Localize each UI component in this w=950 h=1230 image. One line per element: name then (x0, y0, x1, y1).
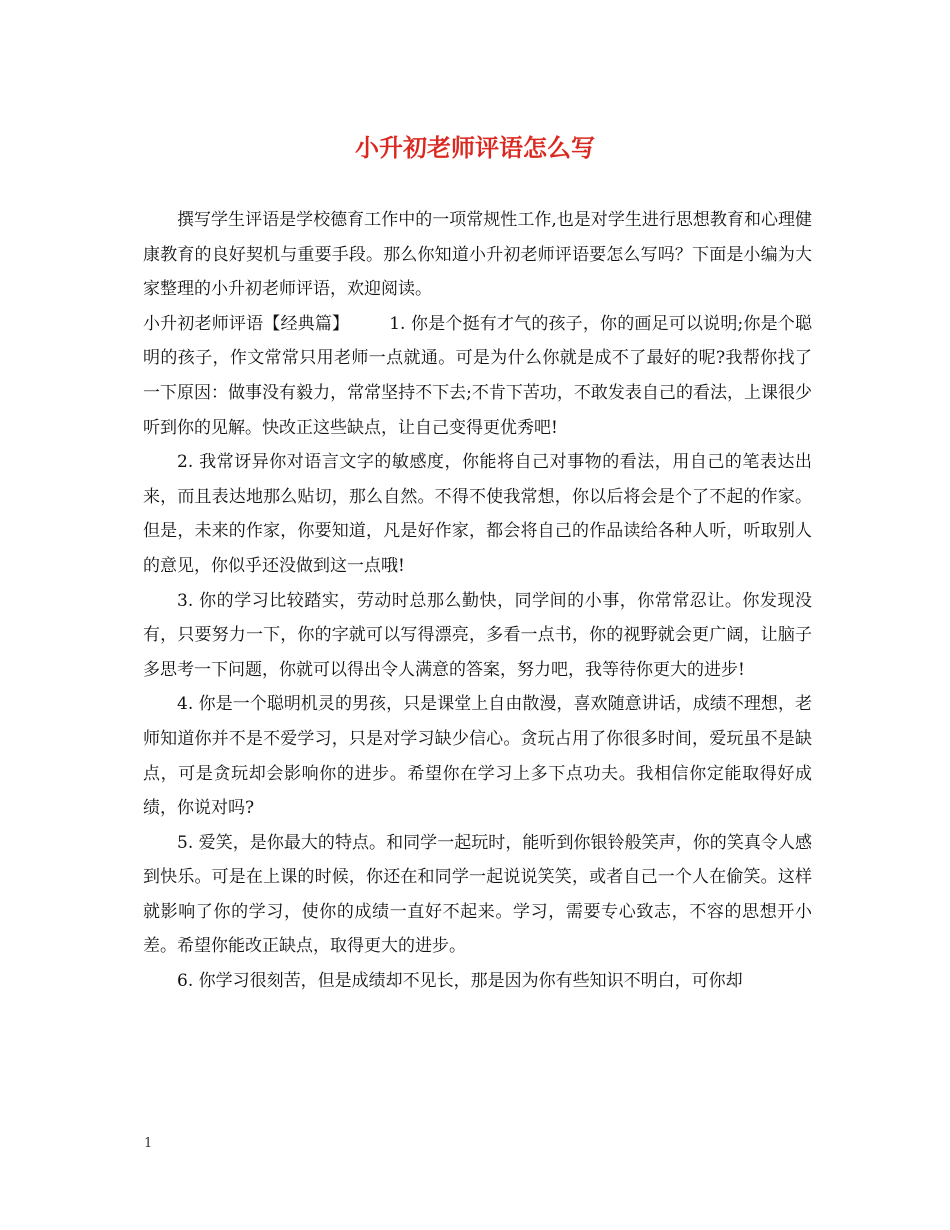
comment-item-3: 3. 你的学习比较踏实，劳动时总那么勤快，同学间的小事，你常常忍让。你发现没有，只要努力一下，你的字就可以写得漂亮，多看一点书，你的视野就会更广阔，让脑子多思考一下问题，你就可以得出令人满意的答案，努力吧，我等待你更大的进步! (143, 590, 812, 680)
section-heading: 小升初老师评语【经典篇】 (143, 313, 350, 334)
comment-item-5: 5. 爱笑，是你最大的特点。和同学一起玩时，能听到你银铃般笑声，你的笑真令人感到快乐。可是在上课的时候，你还在和同学一起说说笑笑，或者自己一个人在偷笑。这样就影响了你的学习，使你的成绩一直好不起来。学习，需要专心致志，不容的思想开小差。希望你能改正缺点，取得更大的进步。 (143, 832, 812, 957)
page-number: 1 (144, 1136, 153, 1151)
intro-paragraph: 撰写学生评语是学校德育工作中的一项常规性工作,也是对学生进行思想教育和心理健康教育的良好契机与重要手段。那么你知道小升初老师评语要怎么写吗？下面是小编为大家整理的小升初老师评语，欢迎阅读。 (143, 210, 812, 300)
section-paragraph (143, 307, 812, 445)
comment-item-2: 2. 我常讶异你对语言文字的敏感度，你能将自己对事物的看法，用自己的笔表达出来，而且表达地那么贴切，那么自然。不得不使我常想，你以后将会是个了不起的作家。但是，未来的作家，你要知道，凡是好作家，都会将自己的作品读给各种人听，听取别人的意见，你似乎还没做到这一点哦! (143, 452, 812, 576)
document-body (143, 203, 812, 999)
document-title: 小升初老师评语怎么写 (355, 133, 595, 162)
comment-item-1: 1. 你是个挺有才气的孩子，你的画足可以说明;你是个聪明的孩子，作文常常只用老师一点就通。可是为什么你就是成不了最好的呢?我帮你找了一下原因：做事没有毅力，常常坚持不下去;不肯下苦功，不敢发表自己的看法，上课很少听到你的见解。快改正这些缺点，让自己变得更优秀吧! (143, 313, 812, 438)
comment-item-6: 6. 你学习很刻苦，但是成绩却不见长，那是因为你有些知识不明白，可你却 (177, 971, 743, 992)
comment-item-4: 4. 你是一个聪明机灵的男孩，只是课堂上自由散漫，喜欢随意讲话，成绩不理想，老师知道你并不是不爱学习，只是对学习缺少信心。贪玩占用了你很多时间，爱玩虽不是缺点，可是贪玩却会影响你的进步。希望你在学习上多下点功夫。我相信你定能取得好成绩，你说对吗? (143, 694, 812, 819)
